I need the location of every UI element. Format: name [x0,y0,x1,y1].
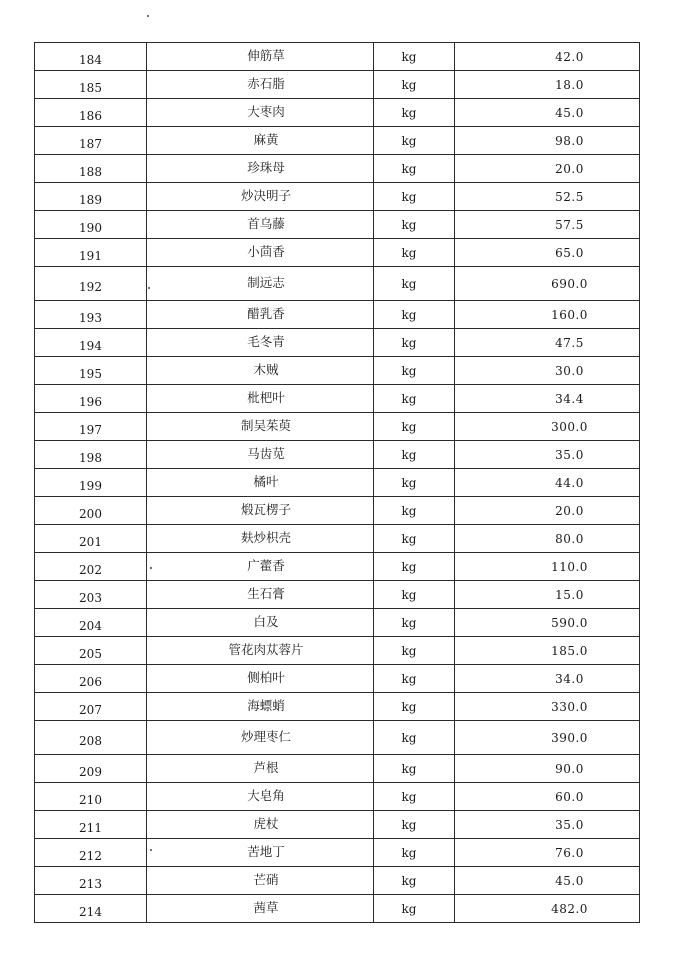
item-number: 186 [35,99,147,127]
item-name: 醋乳香 [147,301,374,329]
item-name: 首乌藤 [147,211,374,239]
item-unit: kg [374,43,455,71]
item-quantity: 330.0 [455,693,640,721]
table-row [35,581,640,609]
item-name: 煅瓦楞子 [147,497,374,525]
table-row [35,99,640,127]
item-unit: kg [374,811,455,839]
item-unit: kg [374,441,455,469]
item-name: 广藿香 [147,553,374,581]
item-unit: kg [374,267,455,301]
item-name: 海螵蛸 [147,693,374,721]
item-name: 茜草 [147,895,374,923]
table-row [35,71,640,99]
item-unit: kg [374,839,455,867]
item-number: 188 [35,155,147,183]
item-unit: kg [374,155,455,183]
item-number: 190 [35,211,147,239]
item-unit: kg [374,867,455,895]
table-row [35,525,640,553]
item-unit: kg [374,71,455,99]
item-quantity: 42.0 [455,43,640,71]
item-quantity: 690.0 [455,267,640,301]
table-row [35,665,640,693]
table-row [35,755,640,783]
item-name: 生石膏 [147,581,374,609]
item-name: 麻黄 [147,127,374,155]
item-name: 虎杖 [147,811,374,839]
item-number: 210 [35,783,147,811]
item-quantity: 160.0 [455,301,640,329]
table-row [35,839,640,867]
item-quantity: 20.0 [455,497,640,525]
item-quantity: 47.5 [455,329,640,357]
table-row [35,385,640,413]
table-row [35,721,640,755]
item-quantity: 35.0 [455,811,640,839]
item-quantity: 20.0 [455,155,640,183]
item-unit: kg [374,693,455,721]
item-unit: kg [374,721,455,755]
item-quantity: 44.0 [455,469,640,497]
item-name: 毛冬青 [147,329,374,357]
item-unit: kg [374,239,455,267]
item-quantity: 110.0 [455,553,640,581]
item-number: 208 [35,721,147,755]
item-quantity: 60.0 [455,783,640,811]
item-unit: kg [374,609,455,637]
item-number: 185 [35,71,147,99]
item-name: 炒决明子 [147,183,374,211]
item-unit: kg [374,755,455,783]
item-unit: kg [374,211,455,239]
item-quantity: 590.0 [455,609,640,637]
item-quantity: 98.0 [455,127,640,155]
table-row [35,895,640,923]
item-quantity: 34.4 [455,385,640,413]
inventory-table [34,42,640,923]
item-number: 201 [35,525,147,553]
item-name: 侧柏叶 [147,665,374,693]
item-name: 麸炒枳壳 [147,525,374,553]
item-number: 192 [35,267,147,301]
item-name: 小茴香 [147,239,374,267]
item-quantity: 390.0 [455,721,640,755]
table-row [35,267,640,301]
item-quantity: 76.0 [455,839,640,867]
item-number: 207 [35,693,147,721]
item-unit: kg [374,525,455,553]
item-name: 制远志 [147,267,374,301]
item-name: 木贼 [147,357,374,385]
inventory-table-body [35,43,640,923]
item-quantity: 80.0 [455,525,640,553]
item-quantity: 52.5 [455,183,640,211]
item-number: 205 [35,637,147,665]
item-unit: kg [374,469,455,497]
item-number: 193 [35,301,147,329]
item-unit: kg [374,665,455,693]
table-row [35,183,640,211]
table-row [35,441,640,469]
table-row [35,553,640,581]
item-quantity: 65.0 [455,239,640,267]
table-row [35,301,640,329]
item-number: 214 [35,895,147,923]
table-row [35,155,640,183]
item-quantity: 18.0 [455,71,640,99]
item-unit: kg [374,183,455,211]
item-name: 伸筋草 [147,43,374,71]
item-number: 191 [35,239,147,267]
table-row [35,811,640,839]
table-row [35,211,640,239]
item-unit: kg [374,357,455,385]
item-number: 187 [35,127,147,155]
item-name: 马齿苋 [147,441,374,469]
item-number: 200 [35,497,147,525]
item-number: 194 [35,329,147,357]
item-unit: kg [374,301,455,329]
table-row [35,693,640,721]
table-row [35,783,640,811]
item-name: 白及 [147,609,374,637]
item-name: 芒硝 [147,867,374,895]
table-row [35,609,640,637]
item-name: 赤石脂 [147,71,374,99]
item-quantity: 482.0 [455,895,640,923]
item-name: 枇杷叶 [147,385,374,413]
item-number: 213 [35,867,147,895]
item-unit: kg [374,895,455,923]
table-row [35,43,640,71]
table-row [35,469,640,497]
item-number: 199 [35,469,147,497]
scan-speck [147,15,149,17]
item-number: 195 [35,357,147,385]
table-row [35,637,640,665]
item-number: 197 [35,413,147,441]
item-number: 184 [35,43,147,71]
item-quantity: 300.0 [455,413,640,441]
item-quantity: 45.0 [455,867,640,895]
item-unit: kg [374,497,455,525]
item-quantity: 15.0 [455,581,640,609]
item-number: 204 [35,609,147,637]
item-number: 198 [35,441,147,469]
item-name: 苦地丁 [147,839,374,867]
item-unit: kg [374,385,455,413]
item-quantity: 90.0 [455,755,640,783]
item-unit: kg [374,413,455,441]
item-unit: kg [374,553,455,581]
item-name: 炒理枣仁 [147,721,374,755]
item-name: 制吴茱萸 [147,413,374,441]
item-number: 212 [35,839,147,867]
item-quantity: 35.0 [455,441,640,469]
item-name: 大枣肉 [147,99,374,127]
item-name: 大皂角 [147,783,374,811]
item-name: 管花肉苁蓉片 [147,637,374,665]
table-row [35,127,640,155]
item-quantity: 57.5 [455,211,640,239]
item-unit: kg [374,99,455,127]
table-row [35,413,640,441]
item-quantity: 185.0 [455,637,640,665]
item-unit: kg [374,637,455,665]
item-unit: kg [374,329,455,357]
table-row [35,357,640,385]
item-name: 芦根 [147,755,374,783]
item-number: 211 [35,811,147,839]
table-row [35,867,640,895]
table-row [35,329,640,357]
item-name: 橘叶 [147,469,374,497]
item-unit: kg [374,127,455,155]
item-number: 202 [35,553,147,581]
item-number: 206 [35,665,147,693]
item-number: 203 [35,581,147,609]
item-unit: kg [374,581,455,609]
item-number: 196 [35,385,147,413]
item-number: 209 [35,755,147,783]
item-unit: kg [374,783,455,811]
item-quantity: 34.0 [455,665,640,693]
table-row [35,497,640,525]
item-number: 189 [35,183,147,211]
item-name: 珍珠母 [147,155,374,183]
item-quantity: 30.0 [455,357,640,385]
table-row [35,239,640,267]
item-quantity: 45.0 [455,99,640,127]
